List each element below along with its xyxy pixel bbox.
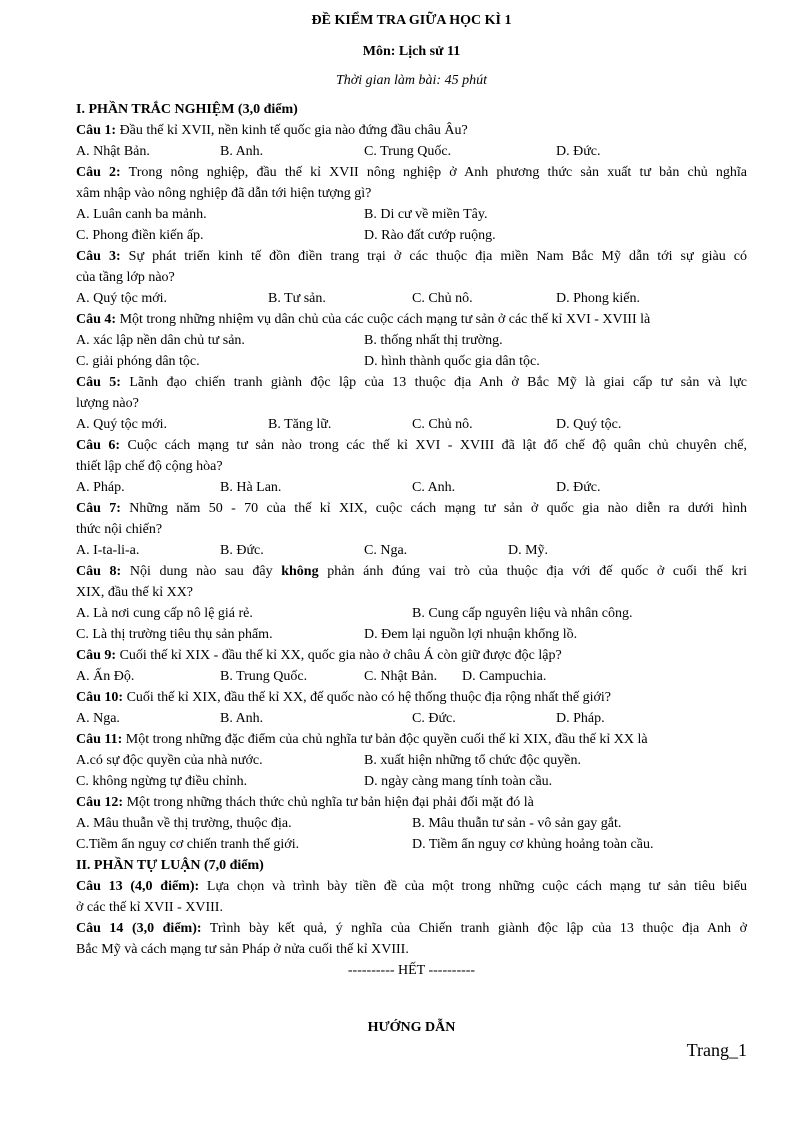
question-9-options xyxy=(76,666,747,687)
option-d: D. ngày càng mang tính toàn cầu. xyxy=(364,774,553,789)
question-text: Nội dung nào sau đây xyxy=(121,564,282,579)
question-2 xyxy=(76,162,747,183)
option-a: A. I-ta-li-a. xyxy=(76,543,140,558)
question-8 xyxy=(76,561,747,582)
option-a: A. Ấn Độ. xyxy=(76,669,135,684)
question-label: Câu 10: xyxy=(76,690,124,705)
question-4-options-row2 xyxy=(76,351,747,372)
page-number: Trang_1 xyxy=(686,1040,747,1060)
option-d: D. Campuchia. xyxy=(462,669,547,684)
part2-heading: II. PHẦN TỰ LUẬN (7,0 điểm) xyxy=(76,858,264,873)
question-label: Câu 3: xyxy=(76,249,121,264)
option-a: A. Nga. xyxy=(76,711,120,726)
question-2-options-row1 xyxy=(76,204,747,225)
question-13 xyxy=(76,876,747,897)
question-7-options xyxy=(76,540,747,561)
question-4-options-row1 xyxy=(76,330,747,351)
option-d: D. Đức. xyxy=(556,144,601,159)
guide-heading: HƯỚNG DẪN xyxy=(367,1020,456,1035)
question-text: Cuối thế kỉ XIX - đầu thế kỉ XX, quốc gia nào ở châu Á còn giữ được độc lập? xyxy=(116,648,562,663)
part1-heading: I. PHẦN TRẮC NGHIỆM (3,0 điểm) xyxy=(76,102,298,117)
question-7 xyxy=(76,498,747,519)
option-b: B. Cung cấp nguyên liệu và nhân công. xyxy=(412,606,633,621)
option-c: C. Là thị trường tiêu thụ sản phẩm. xyxy=(76,627,273,642)
option-d: D. Rào đất cướp ruộng. xyxy=(364,228,496,243)
option-a: A. xác lập nền dân chủ tư sản. xyxy=(76,333,245,348)
question-5 xyxy=(76,372,747,393)
option-c: C. giải phóng dân tộc. xyxy=(76,354,200,369)
question-2-options-row2 xyxy=(76,225,747,246)
question-text: Cuộc cách mạng tư sản nào trong các thế kỉ XVI - XVIII đã lật đổ chế độ quân chủ chuyên chế, xyxy=(120,438,747,453)
option-d: D. Đức. xyxy=(556,480,601,495)
question-8-options-row2 xyxy=(76,624,747,645)
question-text: Trong nông nghiệp, đầu thế kỉ XVII nông nghiệp ở Anh phương thức sản xuất tư bản chủ nghĩa xyxy=(120,165,747,180)
question-text: Lựa chọn và trình bày tiền đề của một trong những cuộc cách mạng tư sản tiêu biểu xyxy=(199,879,747,894)
option-a: A. Quý tộc mới. xyxy=(76,291,168,306)
question-label: Câu 8: xyxy=(76,564,122,579)
question-text: phản ánh đúng vai trò của thuộc địa với đế quốc ở cuối thế kri xyxy=(318,564,747,579)
question-label: Câu 7: xyxy=(76,501,121,516)
option-c: C. Đức. xyxy=(412,711,456,726)
option-d: D. Phong kiến. xyxy=(556,291,640,306)
option-c: C. Chủ nô. xyxy=(412,291,473,306)
option-c: C. Nga. xyxy=(364,543,408,558)
exam-subject: Môn: Lịch sử 11 xyxy=(362,44,461,59)
option-b: B. Trung Quốc. xyxy=(220,669,308,684)
question-10-options xyxy=(76,708,747,729)
option-d: D. Tiềm ẩn nguy cơ khủng hoảng toàn cầu. xyxy=(412,837,654,852)
option-b: B. Mâu thuẫn tư sản - vô sản gay gắt. xyxy=(412,816,622,831)
question-text-cont: Bắc Mỹ và cách mạng tư sản Pháp ở nửa cuối thế kỉ XVIII. xyxy=(76,942,409,957)
option-b: B. thống nhất thị trường. xyxy=(364,333,503,348)
question-text: Một trong những nhiệm vụ dân chủ của các cuộc cách mạng tư sản ở các thế kỉ XVI - XVIII là xyxy=(116,312,651,327)
question-11-options-row1 xyxy=(76,750,747,771)
option-b: B. Tăng lữ. xyxy=(268,417,332,432)
question-text-cont: thức nội chiến? xyxy=(76,522,163,537)
option-a: A. Mâu thuẫn về thị trường, thuộc địa. xyxy=(76,816,292,831)
question-text: Lãnh đạo chiến tranh giành độc lập của 13 thuộc địa Anh ở Bắc Mỹ là giai cấp tư sản và lực xyxy=(120,375,747,390)
option-a: A. Pháp. xyxy=(76,480,125,495)
question-4 xyxy=(76,309,747,330)
option-c: C. Chủ nô. xyxy=(412,417,473,432)
option-a: A. Quý tộc mới. xyxy=(76,417,168,432)
question-text-cont: XIX, đầu thế kỉ XX? xyxy=(76,585,194,600)
question-8-options-row1 xyxy=(76,603,747,624)
question-3 xyxy=(76,246,747,267)
question-text: Đầu thế kỉ XVII, nền kinh tế quốc gia nào đứng đầu châu Âu? xyxy=(116,123,468,138)
question-1-options xyxy=(76,141,747,162)
option-c: C. Trung Quốc. xyxy=(364,144,452,159)
question-text: Cuối thế kỉ XIX, đầu thế kỉ XX, đế quốc nào có hệ thống thuộc địa rộng nhất thế giới? xyxy=(123,690,612,705)
option-a: A. Luân canh ba mảnh. xyxy=(76,207,207,222)
option-b: B. Di cư về miền Tây. xyxy=(364,207,488,222)
question-3-options xyxy=(76,288,747,309)
question-label: Câu 12: xyxy=(76,795,124,810)
question-14 xyxy=(76,918,747,939)
option-d: D. Mỹ. xyxy=(508,543,549,558)
question-label: Câu 4: xyxy=(76,312,117,327)
question-label: Câu 1: xyxy=(76,123,117,138)
question-label: Câu 5: xyxy=(76,375,121,390)
question-5-options xyxy=(76,414,747,435)
question-text: Trình bày kết quả, ý nghĩa của Chiến tranh giành độc lập của 13 thuộc địa Anh ở xyxy=(201,921,747,936)
question-text-cont: ở các thế kỉ XVII - XVIII. xyxy=(76,900,223,915)
option-a: A. Nhật Bản. xyxy=(76,144,150,159)
exam-title: ĐỀ KIỂM TRA GIỮA HỌC KÌ 1 xyxy=(311,13,512,28)
question-text: Những năm 50 - 70 của thế kỉ XIX, cuộc cách mạng tư sản ở quốc gia nào diễn ra dưới hình xyxy=(120,501,748,516)
option-d: D. hình thành quốc gia dân tộc. xyxy=(364,354,540,369)
question-6-options xyxy=(76,477,747,498)
question-11-options-row2 xyxy=(76,771,747,792)
question-label: Câu 14 (3,0 điểm): xyxy=(76,921,202,936)
question-text-cont: của tầng lớp nào? xyxy=(76,270,175,285)
question-label: Câu 13 (4,0 điểm): xyxy=(76,879,200,894)
end-mark: ---------- HẾT ---------- xyxy=(347,963,476,978)
option-c: C. Anh. xyxy=(412,480,456,495)
question-text-cont: xâm nhập vào nông nghiệp đã dẫn tới hiện tượng gì? xyxy=(76,186,372,201)
exam-content xyxy=(76,99,747,981)
option-b: B. Tư sản. xyxy=(268,291,326,306)
option-c: C. Nhật Bản. xyxy=(364,669,438,684)
question-12-options-row1 xyxy=(76,813,747,834)
question-text: Sự phát triển kinh tế đồn điền trang trại ở các thuộc địa miền Nam Bắc Mỹ dẫn tới sự giàu có xyxy=(120,249,747,264)
option-a: A. Là nơi cung cấp nô lệ giá rẻ. xyxy=(76,606,253,621)
question-text: Một trong những thách thức chủ nghĩa tư bản hiện đại phải đối mặt đó là xyxy=(123,795,534,810)
question-1 xyxy=(76,120,747,141)
option-c: C. Phong điền kiến ấp. xyxy=(76,228,204,243)
option-c: C. không ngừng tự điều chỉnh. xyxy=(76,774,248,789)
question-text-cont: lượng nào? xyxy=(76,396,139,411)
question-label: Câu 9: xyxy=(76,648,117,663)
option-b: B. Anh. xyxy=(220,144,264,159)
option-c: C.Tiềm ẩn nguy cơ chiến tranh thế giới. xyxy=(76,837,300,852)
question-text-cont: thiết lập chế độ cộng hòa? xyxy=(76,459,223,474)
question-10 xyxy=(76,687,747,708)
question-text: Một trong những đặc điểm của chủ nghĩa tư bản độc quyền cuối thế kỉ XIX, đầu thế kỉ XX là xyxy=(122,732,648,747)
exam-time: Thời gian làm bài: 45 phút xyxy=(336,73,487,88)
option-a: A.có sự độc quyền của nhà nước. xyxy=(76,753,263,768)
option-b: B. Anh. xyxy=(220,711,264,726)
emphasis-not: không xyxy=(281,564,319,579)
option-b: B. Đức. xyxy=(220,543,264,558)
question-9 xyxy=(76,645,747,666)
question-label: Câu 11: xyxy=(76,732,123,747)
option-d: D. Quý tộc. xyxy=(556,417,622,432)
question-label: Câu 2: xyxy=(76,165,121,180)
question-label: Câu 6: xyxy=(76,438,121,453)
question-6 xyxy=(76,435,747,456)
question-12 xyxy=(76,792,747,813)
option-d: D. Pháp. xyxy=(556,711,605,726)
option-b: B. xuất hiện những tổ chức độc quyền. xyxy=(364,753,581,768)
option-b: B. Hà Lan. xyxy=(220,480,282,495)
option-d: D. Đem lại nguồn lợi nhuận khổng lồ. xyxy=(364,627,578,642)
question-12-options-row2 xyxy=(76,834,747,855)
question-11 xyxy=(76,729,747,750)
